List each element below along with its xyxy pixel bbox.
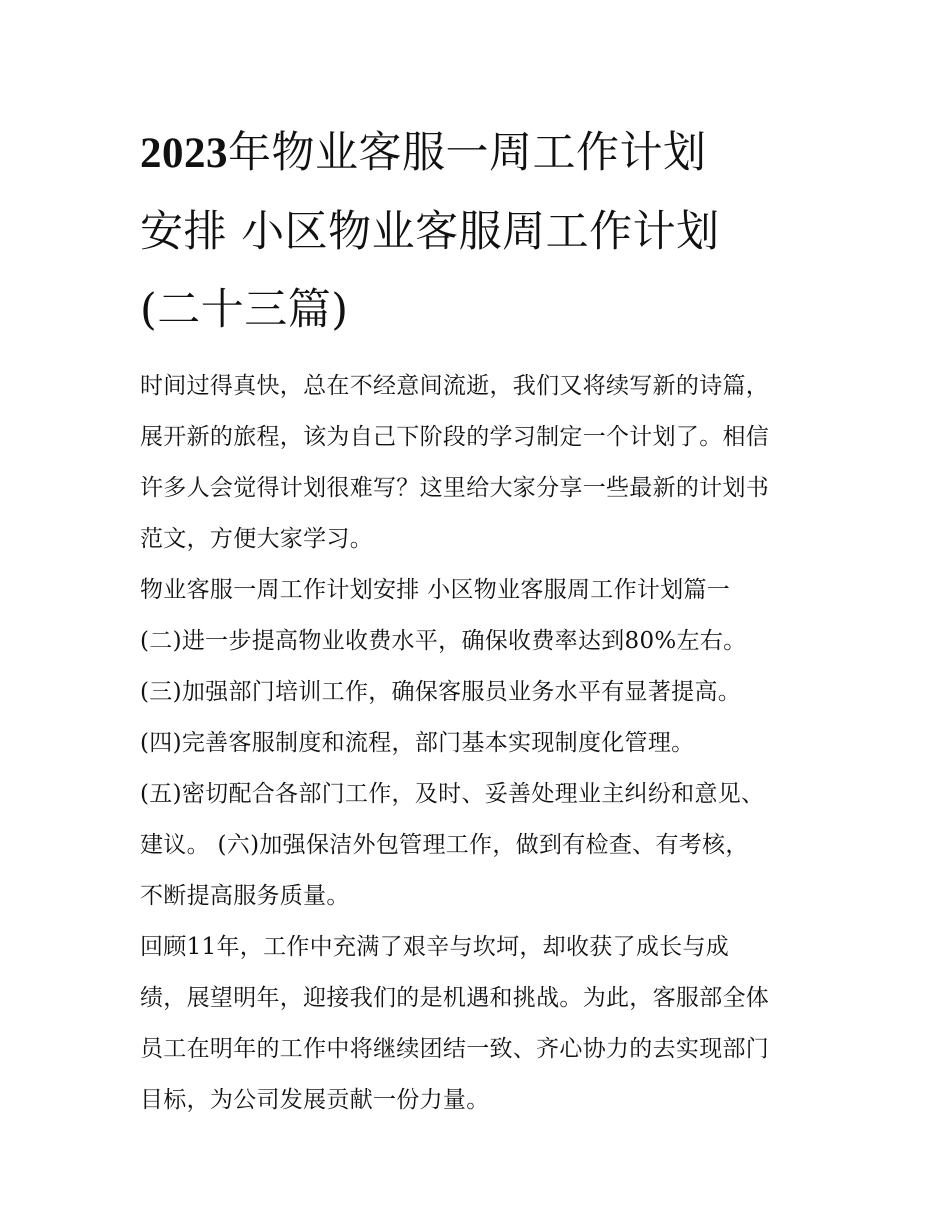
body-line: 展开新的旅程，该为自己下阶段的学习制定一个计划了。相信 xyxy=(140,424,770,450)
body-line: 员工在明年的工作中将继续团结一致、齐心协力的去实现部门 xyxy=(140,1036,770,1062)
title-line-3: (二十三篇) xyxy=(140,285,349,335)
body-line: (四)完善客服制度和流程，部门基本实现制度化管理。 xyxy=(140,730,695,756)
document-body xyxy=(140,361,820,1126)
body-line: (二)进一步提高物业收费水平，确保收费率达到80%左右。 xyxy=(140,628,747,654)
title-line-1 xyxy=(140,114,820,193)
document-page xyxy=(140,114,820,1126)
body-line: (三)加强部门培训工作，确保客服员业务水平有显著提高。 xyxy=(140,679,742,705)
body-line: 绩，展望明年，迎接我们的是机遇和挑战。为此，客服部全体 xyxy=(140,985,770,1011)
title-line-2: 安排 小区物业客服周工作计划 xyxy=(140,207,720,257)
body-line: 范文，方便大家学习。 xyxy=(140,526,373,552)
title-year: 2023 xyxy=(140,130,228,177)
document-title xyxy=(140,114,820,349)
body-line: (五)密切配合各部门工作，及时、妥善处理业主纠纷和意见、 xyxy=(140,781,765,807)
body-line: 建议。 (六)加强保洁外包管理工作，做到有检查、有考核， xyxy=(140,832,749,858)
body-line: 时间过得真快，总在不经意间流逝，我们又将续写新的诗篇， xyxy=(140,373,770,399)
section-heading: 物业客服一周工作计划安排 小区物业客服周工作计划篇一 xyxy=(140,577,731,603)
body-line: 回顾11年，工作中充满了艰辛与坎坷，却收获了成长与成 xyxy=(140,934,730,960)
title-line-1-rest: 年物业客服一周工作计划 xyxy=(228,128,707,178)
body-line: 目标，为公司发展贡献一份力量。 xyxy=(140,1087,490,1113)
body-line: 许多人会觉得计划很难写？这里给大家分享一些最新的计划书 xyxy=(140,475,770,501)
body-line: 不断提高服务质量。 xyxy=(140,883,350,909)
